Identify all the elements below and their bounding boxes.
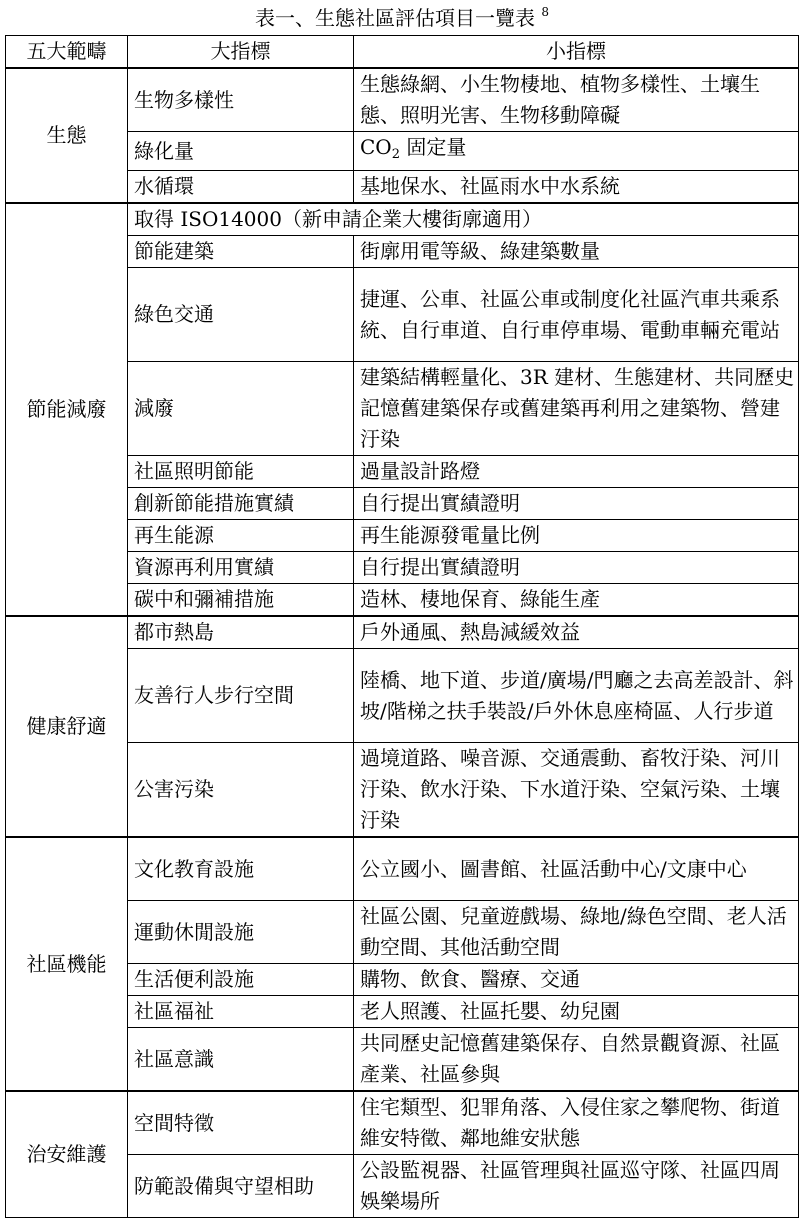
table-row [6, 837, 799, 901]
co2-suffix: 固定量 [399, 135, 467, 159]
header-category: 五大範疇 [6, 36, 128, 69]
main-indicator-cell: 空間特徵 [128, 1091, 354, 1155]
main-indicator-cell: 社區福祉 [128, 996, 354, 1028]
sub-indicator-cell: 生態綠網、小生物棲地、植物多樣性、土壤生態、照明光害、生物移動障礙 [354, 68, 799, 132]
sub-indicator-cell: 購物、飲食、醫療、交通 [354, 964, 799, 996]
main-indicator-cell: 創新節能措施實績 [128, 488, 354, 520]
main-indicator-cell: 綠色交通 [128, 268, 354, 362]
table-title [0, 3, 804, 33]
main-indicator-cell: 文化教育設施 [128, 837, 354, 901]
sub-indicator-cell: 住宅類型、犯罪角落、入侵住家之攀爬物、街道維安特徵、鄰地維安狀態 [354, 1091, 799, 1155]
sub-indicator-cell: 再生能源發電量比例 [354, 520, 799, 552]
assessment-table [5, 35, 799, 1218]
header-main-indicator: 大指標 [128, 36, 354, 69]
main-indicator-cell: 再生能源 [128, 520, 354, 552]
main-indicator-cell: 減廢 [128, 362, 354, 456]
category-cell: 社區機能 [6, 837, 128, 1091]
main-indicator-cell: 運動休閒設施 [128, 901, 354, 964]
sub-indicator-cell: 自行提出實績證明 [354, 552, 799, 584]
co2-subscript: 2 [391, 147, 400, 162]
main-indicator-cell: 生物多樣性 [128, 68, 354, 132]
sub-indicator-cell: 公設監視器、社區管理與社區巡守隊、社區四周娛樂場所 [354, 1155, 799, 1218]
table-title-text: 表一、生態社區評估項目一覽表 [255, 6, 535, 30]
table-row [6, 68, 799, 132]
category-cell: 健康舒適 [6, 616, 128, 837]
table-row [6, 203, 799, 236]
main-indicator-cell: 水循環 [128, 171, 354, 204]
header-row [6, 36, 799, 69]
main-indicator-cell: 友善行人步行空間 [128, 649, 354, 743]
category-cell: 治安維護 [6, 1091, 128, 1218]
main-indicator-cell: 防範設備與守望相助 [128, 1155, 354, 1218]
main-indicator-cell: 公害污染 [128, 743, 354, 838]
sub-indicator-cell: 戶外通風、熱島減緩效益 [354, 616, 799, 649]
footnote-reference: 8 [541, 5, 549, 19]
main-indicator-cell: 綠化量 [128, 132, 354, 171]
sub-indicator-cell: 過境道路、噪音源、交通震動、畜牧汙染、河川汙染、飲水汙染、下水道汙染、空氣污染、土壤汙染 [354, 743, 799, 838]
main-indicator-cell: 都市熱島 [128, 616, 354, 649]
main-indicator-cell: 社區照明節能 [128, 456, 354, 488]
sub-indicator-cell: 共同歷史記憶舊建築保存、自然景觀資源、社區產業、社區參與 [354, 1028, 799, 1092]
sub-indicator-cell: 造林、棲地保育、綠能生產 [354, 584, 799, 617]
header-sub-indicator: 小指標 [354, 36, 799, 69]
sub-indicator-cell: 自行提出實績證明 [354, 488, 799, 520]
main-indicator-cell: 生活便利設施 [128, 964, 354, 996]
sub-indicator-cell: 老人照護、社區托嬰、幼兒園 [354, 996, 799, 1028]
merged-indicator-cell: 取得 ISO14000（新申請企業大樓街廓適用） [128, 203, 799, 236]
main-indicator-cell: 社區意識 [128, 1028, 354, 1092]
sub-indicator-cell: 捷運、公車、社區公車或制度化社區汽車共乘系統、自行車道、自行車停車場、電動車輛充電站 [354, 268, 799, 362]
sub-indicator-cell: 過量設計路燈 [354, 456, 799, 488]
category-cell: 節能減廢 [6, 203, 128, 616]
sub-indicator-cell: 公立國小、圖書館、社區活動中心/文康中心 [354, 837, 799, 901]
main-indicator-cell: 資源再利用實績 [128, 552, 354, 584]
co2-text: CO [360, 135, 392, 159]
table-row [6, 616, 799, 649]
sub-indicator-cell: 街廓用電等級、綠建築數量 [354, 236, 799, 268]
table-row [6, 1091, 799, 1155]
sub-indicator-cell: 建築結構輕量化、3R 建材、生態建材、共同歷史記憶舊建築保存或舊建築再利用之建築物、營建汙染 [354, 362, 799, 456]
sub-indicator-cell: 社區公園、兒童遊戲場、綠地/綠色空間、老人活動空間、其他活動空間 [354, 901, 799, 964]
sub-indicator-cell: 基地保水、社區雨水中水系統 [354, 171, 799, 204]
main-indicator-cell: 碳中和彌補措施 [128, 584, 354, 617]
sub-indicator-cell [354, 132, 799, 171]
category-cell: 生態 [6, 68, 128, 203]
sub-indicator-cell: 陸橋、地下道、步道/廣場/門廳之去高差設計、斜坡/階梯之扶手裝設/戶外休息座椅區、人行步道 [354, 649, 799, 743]
main-indicator-cell: 節能建築 [128, 236, 354, 268]
